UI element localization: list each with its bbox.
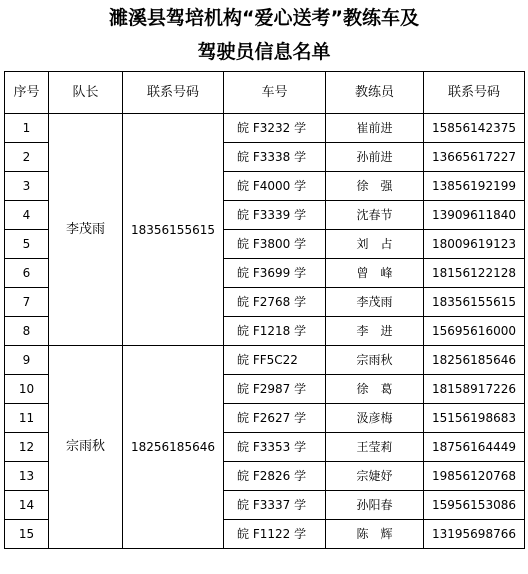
roster-table-body bbox=[5, 72, 525, 549]
coach-name-cell: 徐 强 bbox=[326, 172, 424, 201]
header-cell: 序号 bbox=[5, 72, 49, 114]
coach-name-cell: 曾 峰 bbox=[326, 259, 424, 288]
coach-phone-cell: 19856120768 bbox=[424, 462, 525, 491]
team-leader-phone-cell: 18256185646 bbox=[123, 346, 224, 549]
coach-name-cell: 陈 辉 bbox=[326, 520, 424, 549]
row-number-cell: 9 bbox=[5, 346, 49, 375]
coach-phone-cell: 18156122128 bbox=[424, 259, 525, 288]
coach-phone-cell: 18256185646 bbox=[424, 346, 525, 375]
table-row bbox=[5, 346, 525, 375]
row-number-cell: 14 bbox=[5, 491, 49, 520]
coach-name-cell: 刘 占 bbox=[326, 230, 424, 259]
coach-phone-cell: 13856192199 bbox=[424, 172, 525, 201]
coach-name-cell: 王莹莉 bbox=[326, 433, 424, 462]
coach-name-cell: 徐 葛 bbox=[326, 375, 424, 404]
coach-phone-cell: 13195698766 bbox=[424, 520, 525, 549]
row-number-cell: 1 bbox=[5, 114, 49, 143]
row-number-cell: 5 bbox=[5, 230, 49, 259]
header-cell: 车号 bbox=[224, 72, 326, 114]
coach-name-cell: 崔前进 bbox=[326, 114, 424, 143]
plate-number-cell: 皖 F3353 学 bbox=[224, 433, 326, 462]
plate-number-cell: 皖 F2826 学 bbox=[224, 462, 326, 491]
row-number-cell: 3 bbox=[5, 172, 49, 201]
plate-number-cell: 皖 F1218 学 bbox=[224, 317, 326, 346]
row-number-cell: 12 bbox=[5, 433, 49, 462]
plate-number-cell: 皖 F3232 学 bbox=[224, 114, 326, 143]
coach-phone-cell: 15856142375 bbox=[424, 114, 525, 143]
coach-phone-cell: 18356155615 bbox=[424, 288, 525, 317]
plate-number-cell: 皖 F3699 学 bbox=[224, 259, 326, 288]
row-number-cell: 15 bbox=[5, 520, 49, 549]
coach-name-cell: 汲彦梅 bbox=[326, 404, 424, 433]
row-number-cell: 8 bbox=[5, 317, 49, 346]
team-leader-cell: 李茂雨 bbox=[49, 114, 123, 346]
plate-number-cell: 皖 F1122 学 bbox=[224, 520, 326, 549]
plate-number-cell: 皖 F4000 学 bbox=[224, 172, 326, 201]
header-cell: 联系号码 bbox=[424, 72, 525, 114]
header-cell: 教练员 bbox=[326, 72, 424, 114]
coach-name-cell: 宗雨秋 bbox=[326, 346, 424, 375]
coach-phone-cell: 18756164449 bbox=[424, 433, 525, 462]
coach-phone-cell: 15156198683 bbox=[424, 404, 525, 433]
row-number-cell: 10 bbox=[5, 375, 49, 404]
row-number-cell: 2 bbox=[5, 143, 49, 172]
coach-name-cell: 孙阳春 bbox=[326, 491, 424, 520]
title-line-2: 驾驶员信息名单 bbox=[197, 41, 331, 63]
coach-name-cell: 孙前进 bbox=[326, 143, 424, 172]
table-header-row bbox=[5, 72, 525, 114]
row-number-cell: 11 bbox=[5, 404, 49, 433]
coach-name-cell: 李 进 bbox=[326, 317, 424, 346]
plate-number-cell: 皖 F2987 学 bbox=[224, 375, 326, 404]
coach-name-cell: 宗婕妤 bbox=[326, 462, 424, 491]
coach-phone-cell: 13665617227 bbox=[424, 143, 525, 172]
row-number-cell: 4 bbox=[5, 201, 49, 230]
coach-phone-cell: 18009619123 bbox=[424, 230, 525, 259]
roster-table bbox=[4, 71, 525, 549]
plate-number-cell: 皖 F3800 学 bbox=[224, 230, 326, 259]
team-leader-cell: 宗雨秋 bbox=[49, 346, 123, 549]
row-number-cell: 13 bbox=[5, 462, 49, 491]
title-line-1: 濉溪县驾培机构“爱心送考”教练车及 bbox=[109, 7, 419, 29]
coach-phone-cell: 13909611840 bbox=[424, 201, 525, 230]
table-row bbox=[5, 114, 525, 143]
plate-number-cell: 皖 F3339 学 bbox=[224, 201, 326, 230]
coach-phone-cell: 18158917226 bbox=[424, 375, 525, 404]
plate-number-cell: 皖 F3337 学 bbox=[224, 491, 326, 520]
row-number-cell: 7 bbox=[5, 288, 49, 317]
team-leader-phone-cell: 18356155615 bbox=[123, 114, 224, 346]
row-number-cell: 6 bbox=[5, 259, 49, 288]
plate-number-cell: 皖 F2768 学 bbox=[224, 288, 326, 317]
plate-number-cell: 皖 F3338 学 bbox=[224, 143, 326, 172]
header-cell: 联系号码 bbox=[123, 72, 224, 114]
coach-name-cell: 李茂雨 bbox=[326, 288, 424, 317]
plate-number-cell: 皖 F2627 学 bbox=[224, 404, 326, 433]
coach-name-cell: 沈春节 bbox=[326, 201, 424, 230]
coach-phone-cell: 15956153086 bbox=[424, 491, 525, 520]
plate-number-cell: 皖 FF5C22 bbox=[224, 346, 326, 375]
coach-phone-cell: 15695616000 bbox=[424, 317, 525, 346]
header-cell: 队长 bbox=[49, 72, 123, 114]
